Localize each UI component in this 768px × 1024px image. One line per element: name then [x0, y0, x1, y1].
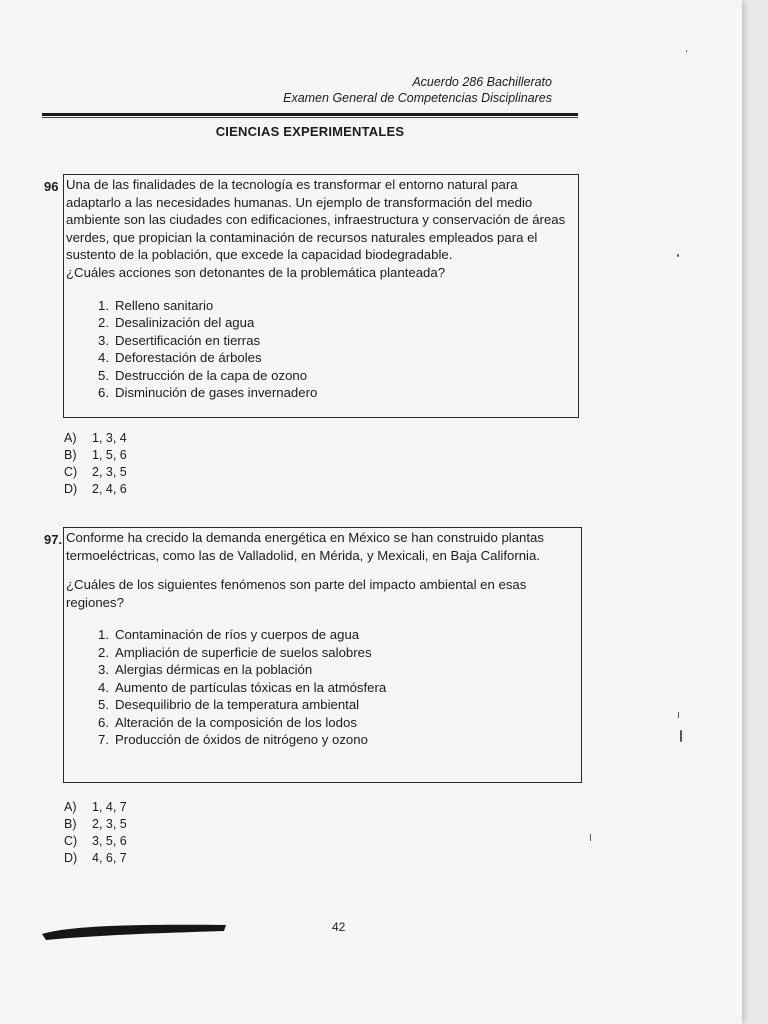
- section-title: CIENCIAS EXPERIMENTALES: [215, 124, 405, 139]
- answer-choice[interactable]: [64, 464, 127, 481]
- answer-letter: A): [64, 431, 77, 445]
- option-text: Producción de óxidos de nitrógeno y ozono: [115, 732, 368, 748]
- answer-choice[interactable]: [64, 430, 127, 447]
- header-agreement-line: Acuerdo 286 Bachillerato: [412, 75, 552, 89]
- option-number: 5.: [98, 697, 109, 713]
- option-number: 2.: [98, 644, 109, 660]
- option-text: Alteración de la composición de los lodos: [115, 714, 357, 730]
- option-item: [86, 714, 578, 732]
- option-text: Alergias dérmicas en la población: [115, 662, 313, 678]
- question-box: [63, 174, 579, 418]
- option-text: Desequilibrio de la temperatura ambiental: [115, 697, 360, 713]
- option-text: Desertificación en tierras: [115, 332, 261, 348]
- answer-choice[interactable]: [64, 481, 127, 498]
- answer-value: 1, 3, 4: [92, 431, 127, 445]
- answer-letter: D): [64, 851, 78, 865]
- option-item: [86, 626, 578, 644]
- option-item: [86, 384, 575, 402]
- answer-value: 2, 3, 5: [92, 465, 127, 479]
- option-text: Contaminación de ríos y cuerpos de agua: [115, 627, 360, 643]
- question-number: 97.: [44, 532, 63, 547]
- option-item: [86, 661, 578, 679]
- header-exam-line: Examen General de Competencias Disciplinares: [283, 91, 552, 105]
- answer-value: 2, 3, 5: [92, 817, 127, 831]
- option-item: [86, 731, 578, 749]
- option-number: 5.: [98, 367, 109, 383]
- answer-choice[interactable]: [64, 850, 127, 867]
- answer-letter: A): [64, 800, 77, 814]
- option-item: [86, 332, 575, 350]
- answer-letter: D): [64, 482, 78, 496]
- answer-letter: B): [64, 448, 77, 462]
- option-number: 1.: [98, 297, 109, 313]
- answer-letter: B): [64, 817, 77, 831]
- question-prompt: ¿Cuáles acciones son detonantes de la problemática planteada?: [66, 264, 446, 280]
- option-number: 4.: [98, 679, 109, 695]
- option-number: 2.: [98, 315, 109, 331]
- option-item: [86, 696, 578, 714]
- answer-value: 4, 6, 7: [92, 851, 127, 865]
- option-item: [86, 314, 575, 332]
- option-number: 4.: [98, 350, 109, 366]
- answer-choice[interactable]: [64, 799, 127, 816]
- option-list: [86, 626, 578, 749]
- question-stem: Una de las finalidades de la tecnología es transformar el entorno natural para adaptarlo a las necesidades humanas. Un ejemplo de transformación del medio ambiente son las ciudades con edificaciones, infraestructura y conservación de áreas verdes, que propician la contaminación de recursos naturales empleados para el sustento de la población, que excede la capacidad biodegradable.: [66, 177, 566, 263]
- option-text: Destrucción de la capa de ozono: [115, 367, 308, 383]
- option-text: Relleno sanitario: [115, 297, 214, 313]
- scan-speck: [678, 712, 679, 718]
- answer-letter: C): [64, 465, 78, 479]
- option-number: 3.: [98, 662, 109, 678]
- header-rule-thin: [42, 117, 578, 118]
- answer-choice[interactable]: [64, 833, 127, 850]
- answer-choice[interactable]: [64, 447, 127, 464]
- scan-speck: [686, 50, 687, 52]
- question-number: 96: [44, 179, 59, 194]
- answer-letter: C): [64, 834, 78, 848]
- question-prompt: ¿Cuáles de los siguientes fenómenos son parte del impacto ambiental en esas regiones?: [66, 577, 527, 610]
- option-item: [86, 349, 575, 367]
- option-text: Desalinización del agua: [115, 315, 255, 331]
- document-header: [283, 74, 552, 106]
- option-item: [86, 297, 575, 315]
- option-text: Ampliación de superficie de suelos salobres: [115, 644, 372, 660]
- answer-choices: [64, 799, 127, 867]
- answer-choices: [64, 430, 127, 498]
- option-number: 1.: [98, 627, 109, 643]
- option-item: [86, 644, 578, 662]
- page-number: 42: [332, 920, 346, 934]
- answer-value: 2, 4, 6: [92, 482, 127, 496]
- question-stem: Conforme ha crecido la demanda energética en México se han construido plantas termoeléctricas, como las de Valladolid, en Mérida, y Mexicali, en Baja California.: [66, 530, 544, 563]
- redaction-marker: [40, 920, 230, 942]
- answer-value: 1, 5, 6: [92, 448, 127, 462]
- option-text: Deforestación de árboles: [115, 350, 262, 366]
- option-text: Disminución de gases invernadero: [115, 385, 318, 401]
- option-item: [86, 367, 575, 385]
- option-number: 7.: [98, 732, 109, 748]
- scan-speck: [590, 834, 591, 841]
- answer-value: 1, 4, 7: [92, 800, 127, 814]
- question-box: [63, 527, 582, 783]
- option-number: 6.: [98, 714, 109, 730]
- option-item: [86, 679, 578, 697]
- scan-speck: [677, 254, 679, 257]
- option-number: 3.: [98, 332, 109, 348]
- option-number: 6.: [98, 385, 109, 401]
- answer-value: 3, 5, 6: [92, 834, 127, 848]
- option-text: Aumento de partículas tóxicas en la atmósfera: [115, 679, 387, 695]
- scan-speck: [680, 730, 682, 742]
- answer-choice[interactable]: [64, 816, 127, 833]
- header-rule-thick: [42, 113, 578, 116]
- option-list: [86, 297, 575, 402]
